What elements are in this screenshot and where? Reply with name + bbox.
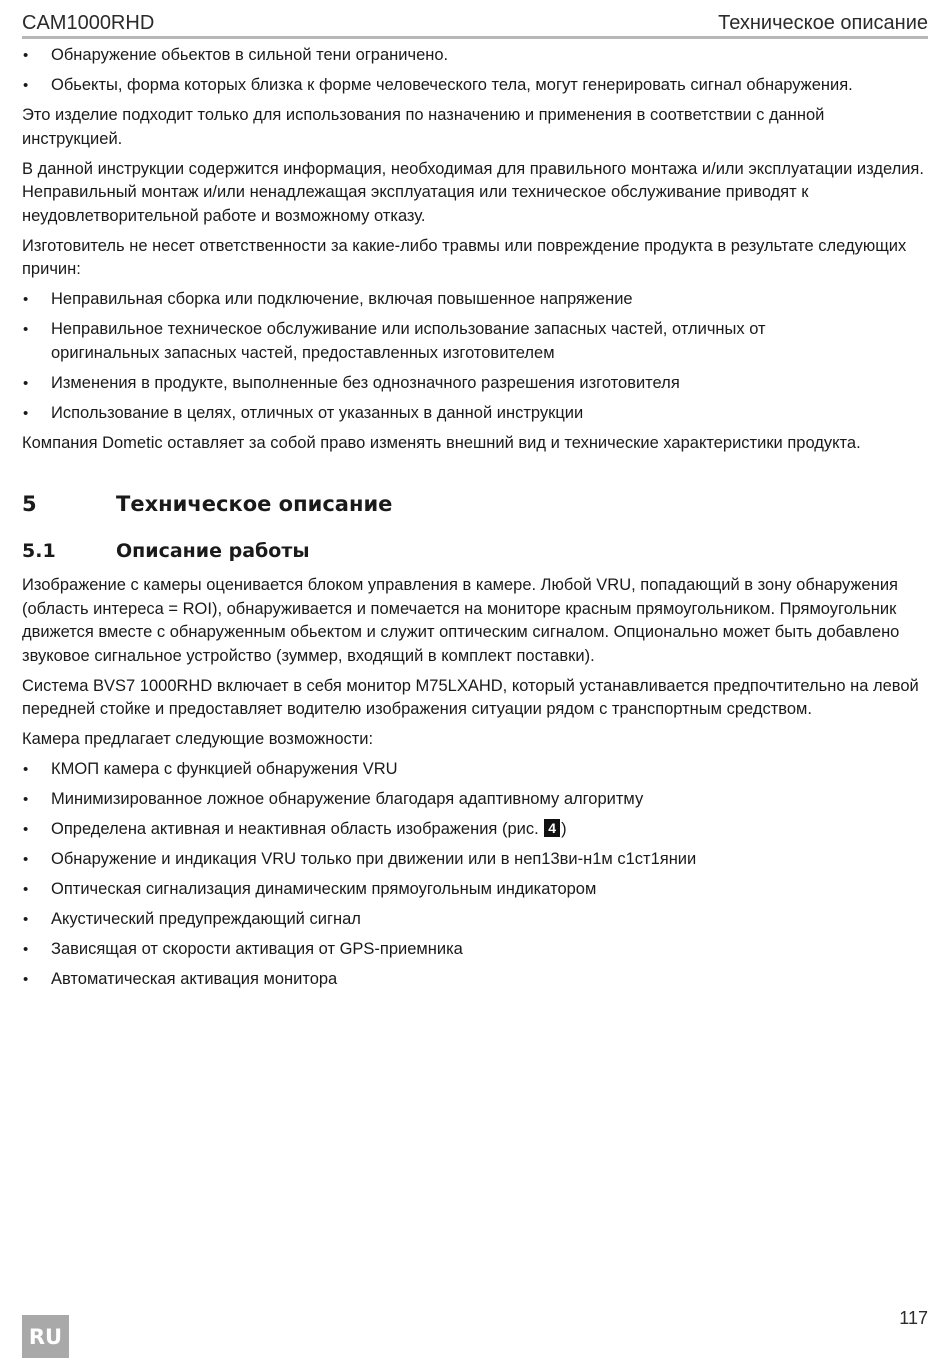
page-number: 117 (899, 1308, 928, 1328)
list-item: • КМОП камера с функцией обнаружения VRU (22, 758, 928, 782)
list-item: • Обьекты, форма которых близка к форме человеческого тела, могут генерировать сигнал обнаружения. (22, 74, 928, 98)
bullet: • (23, 791, 29, 808)
subsection-title: Описание работы (116, 540, 310, 562)
list-item: • Изменения в продукте, выполненные без однозначного разрешения изготовителя (22, 372, 928, 396)
list-item: • Неправильное техническое обслуживание или использование запасных частей, отличных от оригинальных запасных частей, предоставленных изготовителем (22, 318, 928, 365)
bullet: • (23, 321, 29, 338)
bullet: • (23, 851, 29, 868)
bullet: • (23, 911, 29, 928)
list-item: • Автоматическая активация монитора (22, 968, 928, 992)
bullet: • (23, 941, 29, 958)
paragraph: Камера предлагает следующие возможности: (22, 730, 374, 748)
bullet: • (23, 881, 29, 898)
header-product: CAM1000RHD (22, 12, 155, 34)
subsection-number: 5.1 (22, 540, 56, 562)
list-item: • Оптическая сигнализация динамическим прямоугольным индикатором (22, 878, 928, 902)
list-item: • Использование в целях, отличных от указанных в данной инструкции (22, 402, 928, 426)
paragraph: Это изделие подходит только для использования по назначению и применения в соответствии с данной инструкцией. (22, 106, 825, 148)
header-chapter: Техническое описание (718, 12, 928, 34)
list-item: • Определена активная и неактивная область изображения (рис. 4 ) (22, 818, 928, 842)
bullet: • (23, 47, 29, 64)
language-badge: RU (22, 1315, 69, 1358)
paragraph: Компания Dometic оставляет за собой право изменять внешний вид и технические характеристики продукта. (22, 433, 861, 452)
running-header (22, 8, 928, 39)
paragraph: Изображение с камеры оценивается блоком управления в камере. Любой VRU, попадающий в зону обнаружения (область интереса = ROI), обнаруживается и помечается на мониторе красным прямоугольником. Прямоугольник движется вместе с обнаруженным обьектом и служит оптическим сигналом. Опционально может быть добавлено звуковое сигнальное устройство (зуммер, входящий в комплект поставки). (22, 576, 900, 665)
section-title: Техническое описание (116, 492, 393, 516)
body-text (22, 44, 928, 998)
bullet: • (23, 374, 29, 392)
subsection-heading (22, 539, 928, 563)
bullet: • (23, 77, 29, 94)
figure-reference[interactable]: 4 (544, 819, 560, 837)
document-page (22, 0, 928, 1362)
bullet: • (23, 821, 29, 838)
bullet: • (23, 291, 29, 308)
bullet: • (23, 971, 29, 988)
paragraph: Система BVS7 1000RHD включает в себя монитор M75LXAHD, который устанавливается предпочтительно на левой передней стойке и предоставляет водителю изображения ситуации рядом с транспортным средством. (22, 676, 919, 718)
list-item: • Зависящая от скорости активация от GPS-приемника (22, 938, 928, 962)
list-item: • Акустический предупреждающий сигнал (22, 908, 928, 932)
bullet: • (23, 404, 29, 422)
paragraph: В данной инструкции содержится информация, необходимая для правильного монтажа и/или эксплуатации изделия. Неправильный монтаж и/или ненадлежащая эксплуатация или техническое обслуживание приводят к неудовлетворительной работе и возможному отказу. (22, 159, 924, 225)
section-heading (22, 491, 928, 517)
bullet: • (23, 761, 29, 778)
list-item: • Минимизированное ложное обнаружение благодаря адаптивному алгоритму (22, 788, 928, 812)
list-item: • Неправильная сборка или подключение, включая повышенное напряжение (22, 288, 928, 312)
section-number: 5 (22, 492, 37, 516)
list-item: • Обнаружение и индикация VRU только при движении или в неп13ви-н1м с1ст1янии (22, 848, 928, 872)
paragraph: Изготовитель не несет ответственности за какие-либо травмы или повреждение продукта в результате следующих причин: (22, 236, 907, 278)
list-item: • Обнаружение обьектов в сильной тени ограничено. (22, 44, 928, 68)
